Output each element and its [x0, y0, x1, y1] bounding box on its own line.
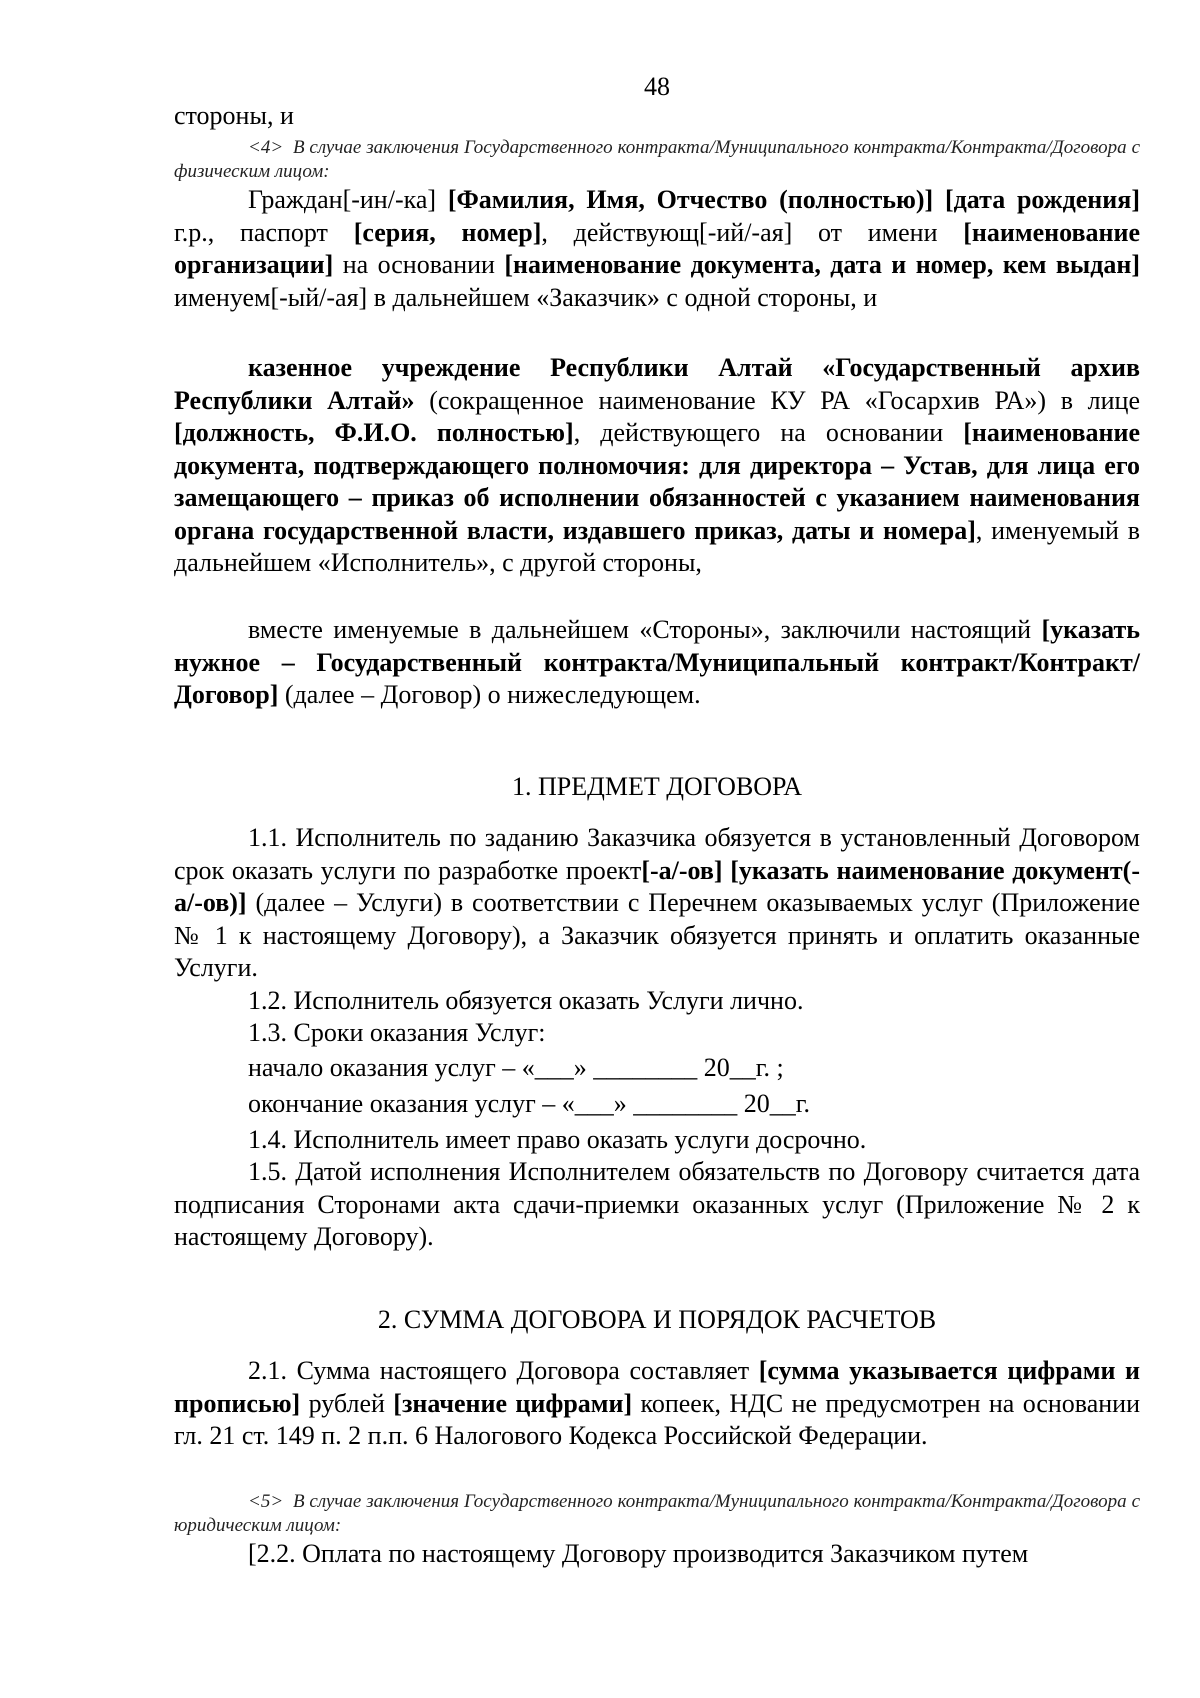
- citizen-text: на основании: [333, 250, 505, 279]
- together-text: вместе именуемые в дальнейшем «Стороны», заключили настоящий: [248, 615, 1042, 644]
- section-1-title: 1. ПРЕДМЕТ ДОГОВОРА: [512, 772, 802, 801]
- executor-name: казенное учреждение Республики Алтай «Государственный архив Республики Алтай»: [174, 353, 1140, 415]
- footnote-4-marker: <4>: [248, 137, 284, 158]
- clause-1-1: [174, 822, 1140, 985]
- footnote-4: [174, 136, 1140, 184]
- executor-paragraph: [174, 352, 1140, 580]
- service-start-date: начало оказания услуг – «___» ________ 20__г. ;: [248, 1053, 784, 1082]
- executor-placeholder-authority: [наименование документа, подтверждающего полномочия: для директора – Устав, для лица его замещающего – приказ об исполнении обязанностей с указанием наименования органа государственной власти, издавшего приказ, даты и номера]: [174, 418, 1140, 545]
- service-end-date: окончание оказания услуг – «___» ________ 20__г.: [248, 1089, 810, 1118]
- clause-2-1: [174, 1355, 1140, 1453]
- citizen-placeholder-document: [наименование документа, дата и номер, кем выдан]: [504, 250, 1140, 279]
- together-paragraph: [174, 614, 1140, 712]
- executor-text: (сокращенное наименование КУ РА «Госархив РА») в лице: [414, 385, 1140, 415]
- clause-2-2: [2.2. Оплата по настоящему Договору производится Заказчиком путем: [248, 1539, 1029, 1568]
- clause-2-1-text: рублей: [300, 1388, 394, 1418]
- section-2-title: 2. СУММА ДОГОВОРА И ПОРЯДОК РАСЧЕТОВ: [377, 1305, 937, 1334]
- citizen-paragraph: [174, 184, 1140, 314]
- clause-2-1-text: 2.1. Сумма настоящего Договора составляет: [248, 1356, 759, 1385]
- citizen-text: Граждан[-ин/-ка]: [248, 185, 448, 214]
- citizen-text: г.р., паспорт: [174, 217, 354, 247]
- clause-1-5: 1.5. Датой исполнения Исполнителем обязательств по Договору считается дата подписания Сторонами акта сдачи-приемки оказанных услуг (Приложение № 2 к настоящему Договору).: [174, 1157, 1140, 1251]
- clause-1-1-text: 1.1. Исполнитель по заданию Заказчика обязуется в установленный Договором срок оказать услуги по разработке проект: [174, 823, 1140, 885]
- executor-placeholder-position: [должность, Ф.И.О. полностью]: [174, 418, 574, 447]
- citizen-text: именуем[-ый/-ая] в дальнейшем «Заказчик» с одной стороны, и: [174, 282, 878, 312]
- clause-1-4: 1.4. Исполнитель имеет право оказать услуги досрочно.: [248, 1125, 867, 1154]
- citizen-placeholder-organization: [наименование организации]: [174, 217, 1141, 279]
- clause-1-1-text: (далее – Услуги) в соответствии с Перечнем оказываемых услуг (Приложение № 1 к настоящему Договору), а Заказчик обязуется принять и оплатить оказанные Услуги.: [174, 888, 1140, 982]
- executor-text: , именуемый в дальнейшем «Исполнитель», с другой стороны,: [174, 515, 1140, 577]
- clause-1-3: 1.3. Сроки оказания Услуг:: [248, 1018, 546, 1047]
- footnote-4-text: В случае заключения Государственного контракта/Муниципального контракта/Контракта/Договора с физическим лицом:: [174, 137, 1140, 182]
- page-number: 48: [644, 72, 670, 101]
- citizen-placeholder-passport: [серия, номер]: [353, 217, 542, 247]
- clause-2-1-placeholder-kopecks: [значение цифрами]: [393, 1388, 633, 1418]
- footnote-5-marker: <5>: [248, 1491, 284, 1512]
- citizen-text: [933, 185, 945, 214]
- clause-2-1-placeholder-sum: [сумма указывается цифрами и прописью]: [174, 1356, 1140, 1418]
- clause-1-2: 1.2. Исполнитель обязуется оказать Услуги лично.: [248, 986, 804, 1015]
- clause-2-1-text: копеек, НДС не предусмотрен на основании гл. 21 ст. 149 п. 2 п.п. 6 Налогового Кодекса Российской Федерации.: [174, 1388, 1141, 1450]
- together-placeholder-contract-type: [указать нужное – Государственный контракта/Муниципальный контракт/Контракт/Договор]: [174, 615, 1140, 709]
- citizen-placeholder-birthdate: [дата рождения]: [944, 185, 1140, 214]
- footnote-5: [174, 1490, 1140, 1538]
- together-text: (далее – Договор) о нижеследующем.: [278, 680, 701, 709]
- executor-text: , действующего на основании: [573, 418, 964, 447]
- citizen-placeholder-fio: [Фамилия, Имя, Отчество (полностью)]: [447, 185, 934, 214]
- citizen-text: , действующ[-ий/-ая] от имени: [541, 217, 964, 247]
- top-line: стороны, и: [174, 101, 294, 130]
- footnote-5-text: В случае заключения Государственного контракта/Муниципального контракта/Контракта/Договора с юридическим лицом:: [174, 1491, 1140, 1536]
- clause-1-1-placeholder: [-а/-ов] [указать наименование документ(-а/-ов)]: [174, 855, 1140, 917]
